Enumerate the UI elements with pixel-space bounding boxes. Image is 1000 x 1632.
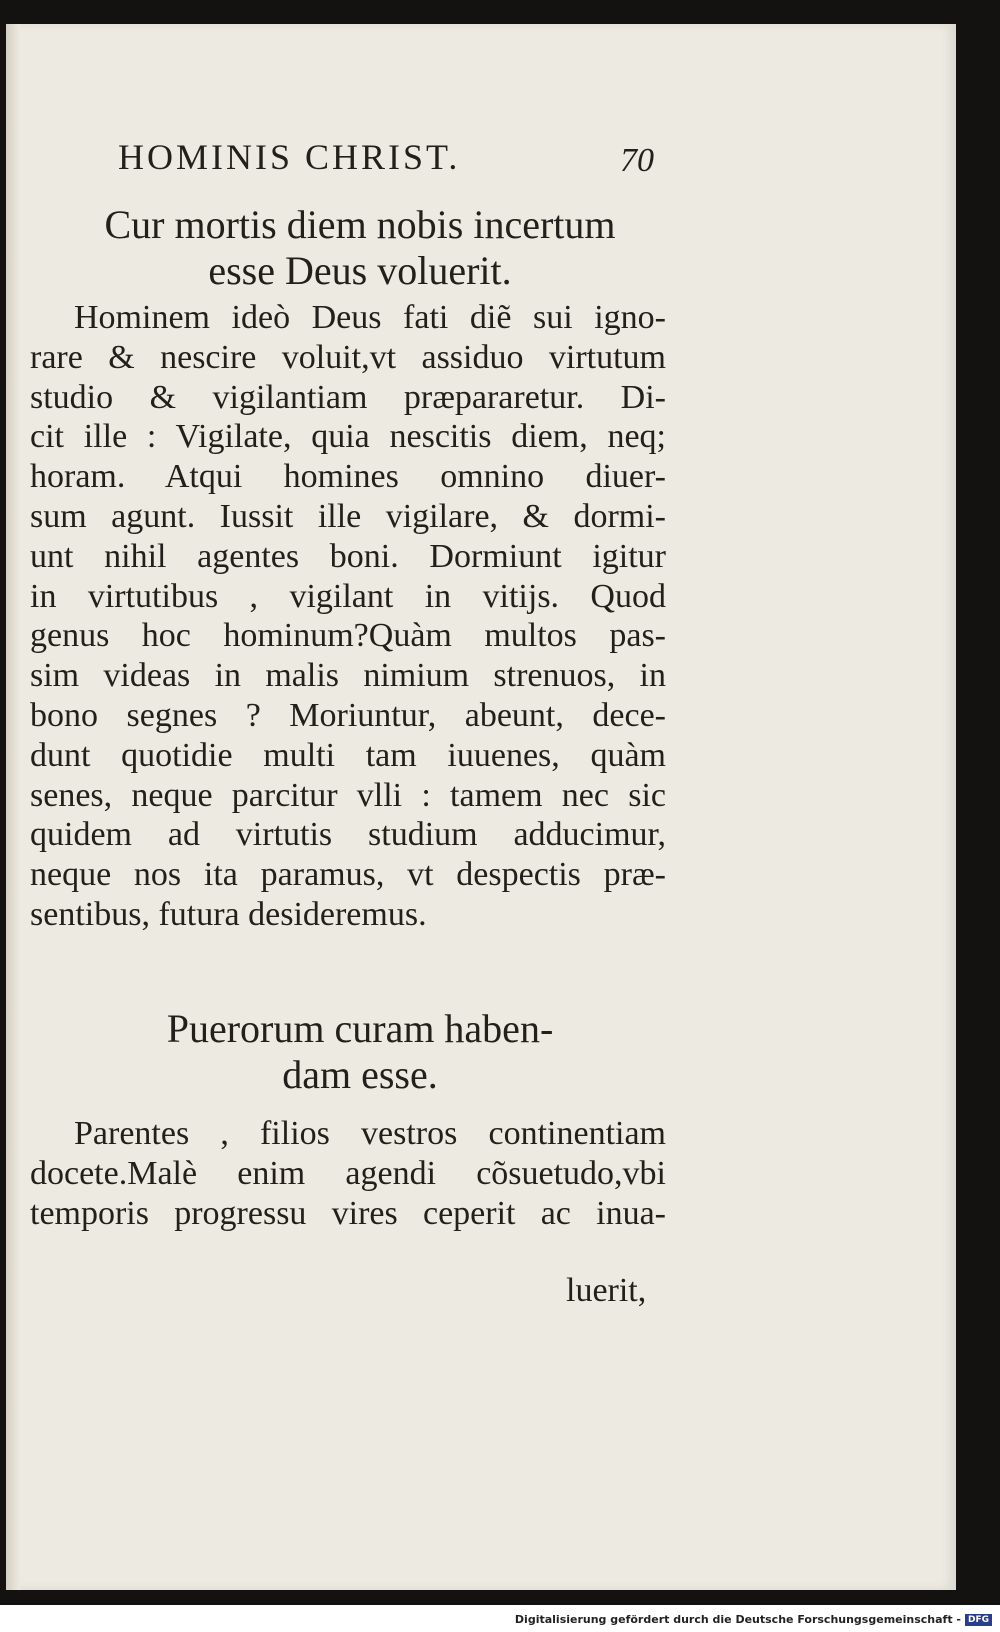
text-line: Parentes , filios vestros continentiam [74, 1115, 666, 1152]
text-line: rare & nescire voluit,vt assiduo virtutum [30, 338, 666, 376]
text-line: horam. Atqui homines omnino diuer- [30, 458, 666, 496]
text-line: sentibus, futura desideremus. [30, 895, 427, 933]
digitization-footer [515, 1613, 992, 1626]
heading-line: dam esse. [282, 1052, 438, 1097]
text-line: Hominem ideò Deus fati diẽ sui igno- [74, 299, 666, 336]
text-line: quidem ad virtutis studium adducimur, [30, 816, 666, 854]
running-head: HOMINIS CHRIST. [118, 137, 461, 177]
text-line: neque nos ita paramus, vt despectis præ- [30, 856, 666, 894]
heading-line: esse Deus voluerit. [208, 248, 512, 293]
footer-text: Digitalisierung gefördert durch die Deutsche Forschungsgemeinschaft - [514, 1613, 961, 1626]
section-heading [30, 202, 690, 294]
text-line: sum agunt. Iussit ille vigilare, & dormi- [30, 497, 666, 535]
heading-line: Puerorum curam haben- [166, 1006, 554, 1051]
dfg-logo: DFG [965, 1614, 992, 1626]
paragraph [30, 298, 666, 935]
text-line: bono segnes ? Moriuntur, abeunt, dece- [30, 696, 666, 734]
text-line: docete.Malè enim agendi cõsuetudo,vbi [30, 1154, 666, 1192]
heading-line: Cur mortis diem nobis incertum [104, 202, 616, 247]
catchword: luerit, [566, 1272, 647, 1309]
page-number: 70 [620, 142, 654, 179]
text-line: unt nihil agentes boni. Dormiunt igitur [30, 537, 666, 575]
text-line: genus hoc hominum?Quàm multos pas- [30, 617, 666, 655]
text-line: cit ille : Vigilate, quia nescitis diem, neq; [30, 418, 666, 456]
section-heading [30, 1006, 690, 1098]
text-line: sim videas in malis nimium strenuos, in [30, 657, 666, 695]
text-line: temporis progressu vires ceperit ac inua- [30, 1194, 666, 1232]
book-page [6, 24, 956, 1590]
text-line: in virtutibus , vigilant in vitijs. Quod [30, 577, 666, 615]
text-line: dunt quotidie multi tam iuuenes, quàm [30, 736, 666, 774]
page-text [6, 24, 956, 1590]
text-line: senes, neque parcitur vlli : tamem nec sic [30, 776, 666, 814]
text-line: studio & vigilantiam præpararetur. Di- [30, 378, 666, 416]
paragraph [30, 1114, 666, 1233]
